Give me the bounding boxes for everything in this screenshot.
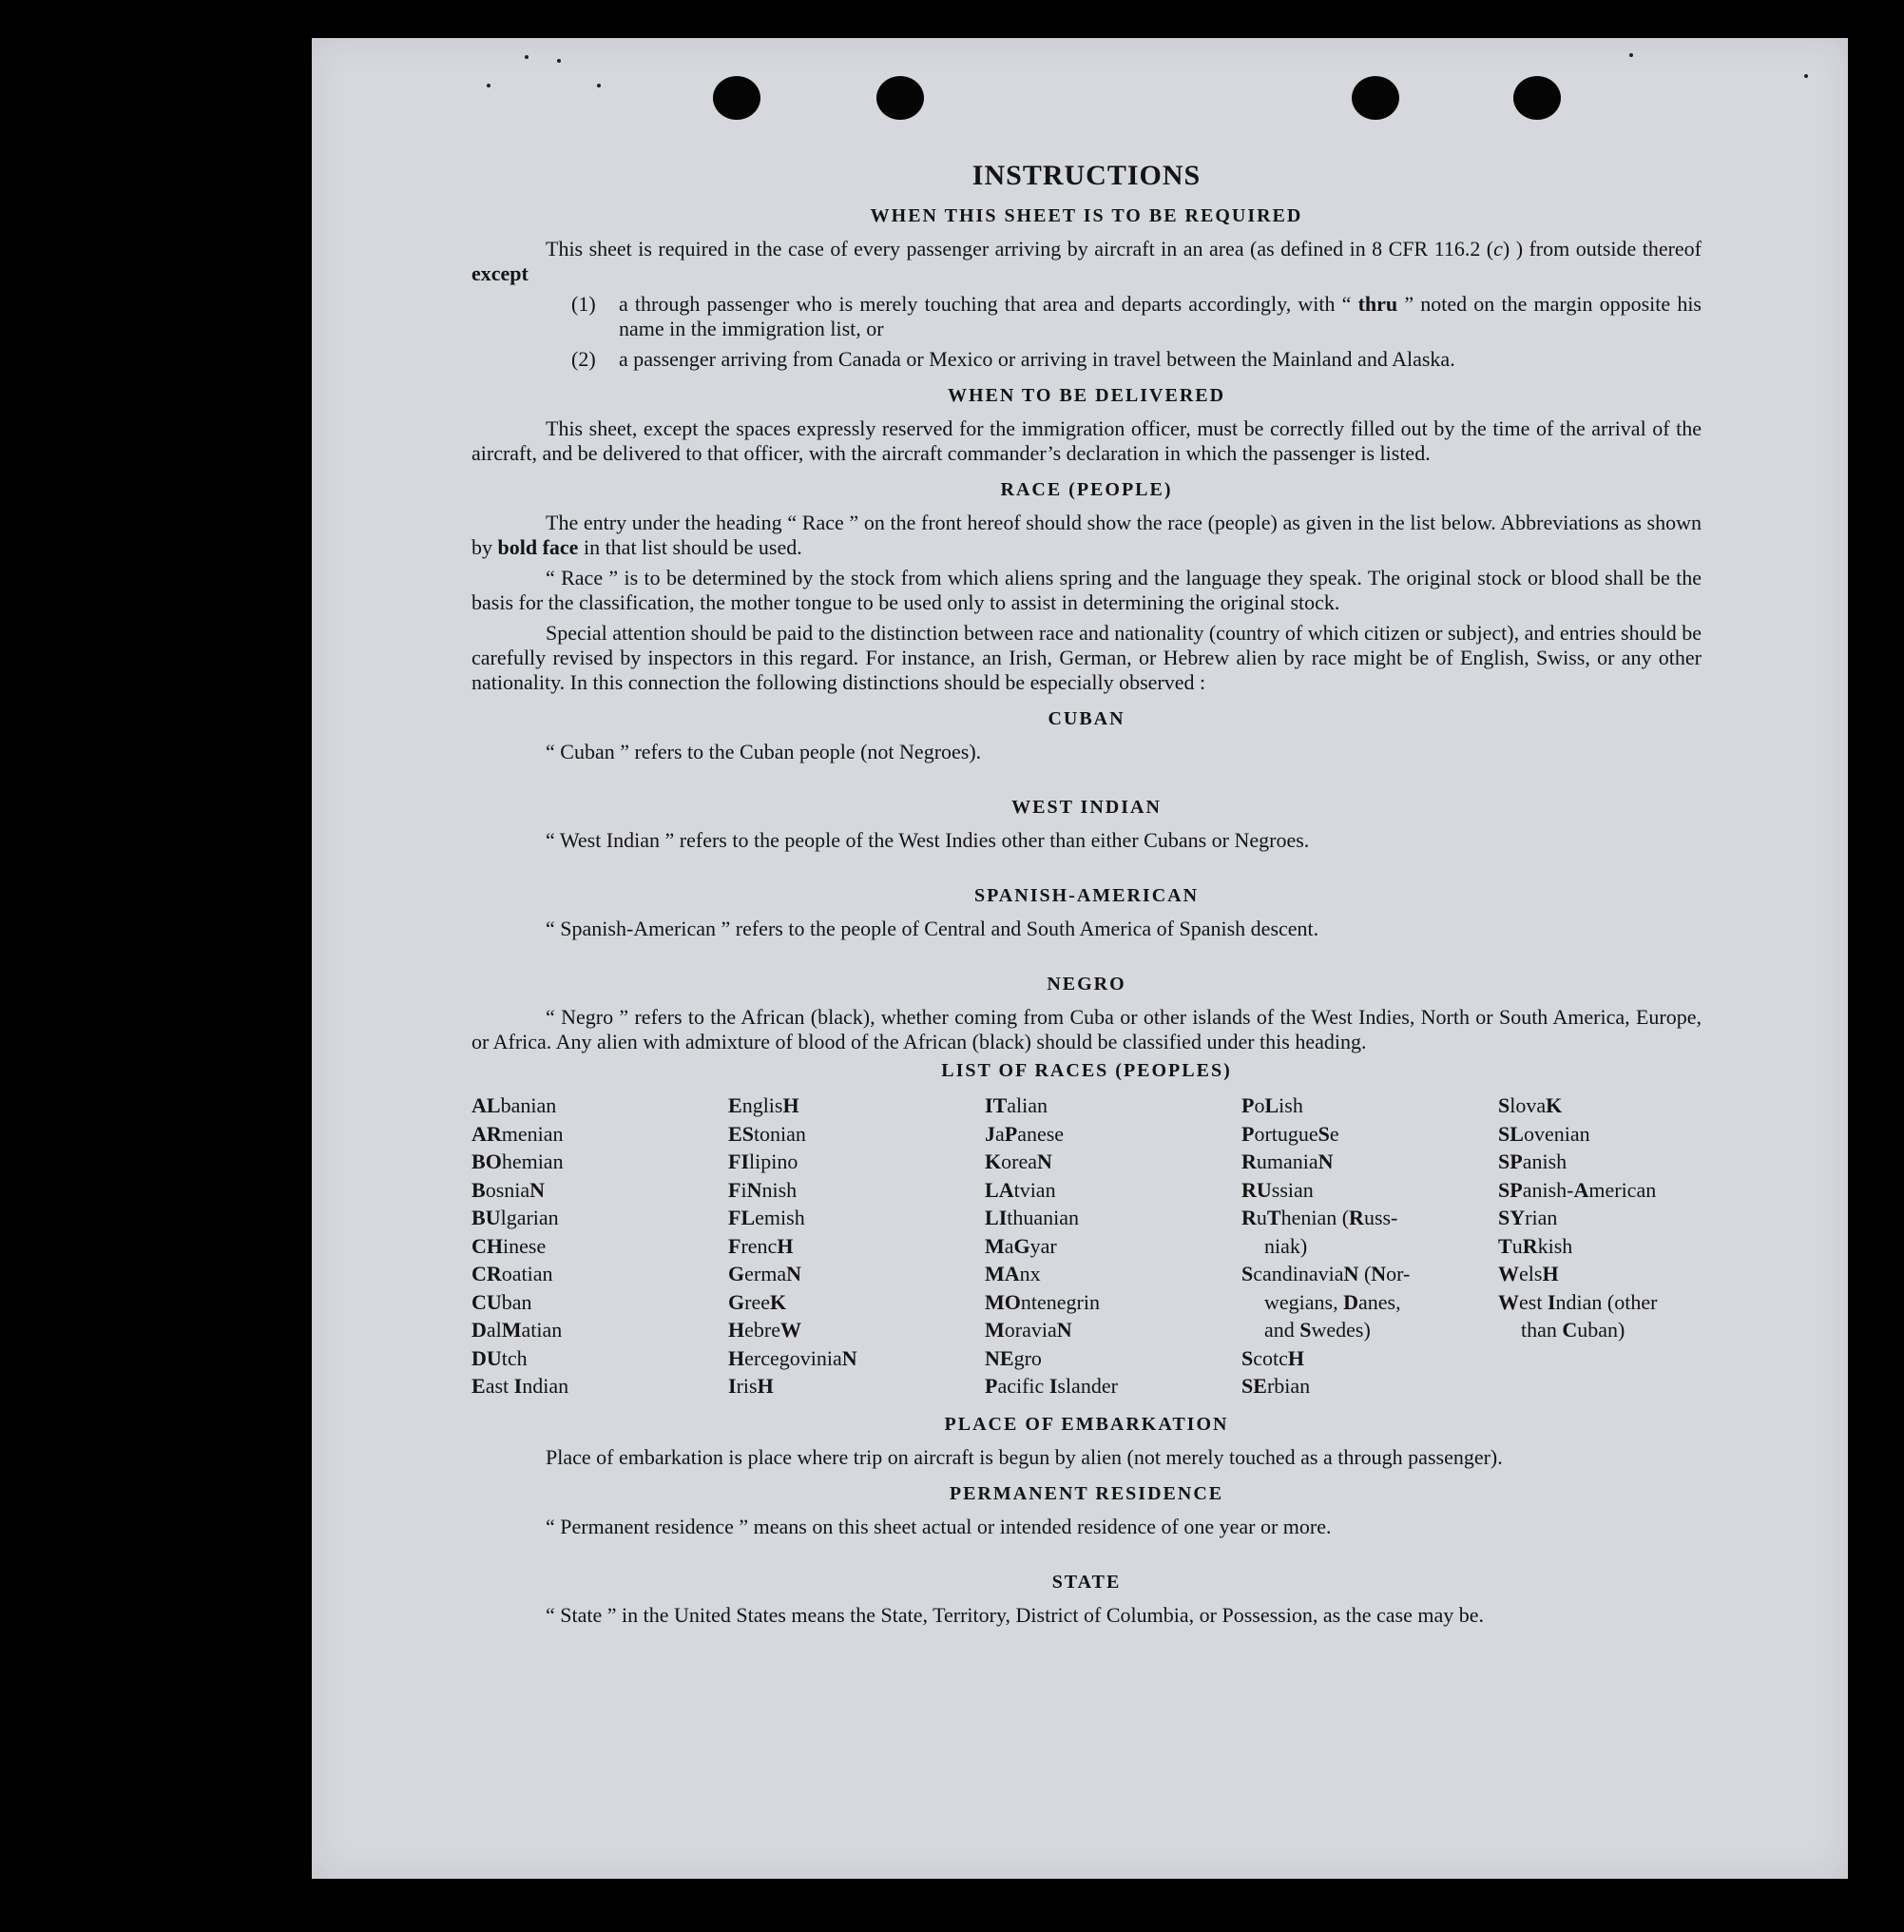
race-entry: CRoatian bbox=[471, 1262, 553, 1285]
race-entry: HebreW bbox=[728, 1318, 801, 1342]
race-entry: Pacific Islander bbox=[985, 1374, 1118, 1398]
race-entry: FLemish bbox=[728, 1206, 805, 1229]
race-entry: RuThenian (Russ- bbox=[1241, 1206, 1398, 1229]
race-entry: than Cuban) bbox=[1521, 1318, 1625, 1342]
race-entry: SErbian bbox=[1241, 1374, 1311, 1398]
race-entry: niak) bbox=[1264, 1233, 1308, 1258]
paragraph: “ Negro ” refers to the African (black), whether coming from Cuba or other islands of the West Indies, North or South America, Europe, or Africa. Any alien with admixture of blood of the African (black) should be classified under this heading. bbox=[471, 1005, 1702, 1053]
races-column bbox=[728, 1092, 985, 1401]
race-entry: SLovenian bbox=[1498, 1121, 1590, 1146]
race-entry: MAnx bbox=[985, 1262, 1041, 1285]
race-entry: IrisH bbox=[728, 1374, 774, 1398]
paragraph: “ Race ” is to be determined by the stock from which aliens spring and the language they speak. The original stock or blood shall be the basis for the classification, the mother tongue to be used only to assist in determining the original stock. bbox=[471, 566, 1702, 614]
speck bbox=[525, 55, 529, 59]
section-heading: STATE bbox=[1051, 1571, 1122, 1593]
section-heading: PERMANENT RESIDENCE bbox=[949, 1482, 1224, 1504]
races-column bbox=[1241, 1092, 1498, 1401]
section-heading: LIST OF RACES (PEOPLES) bbox=[941, 1060, 1232, 1081]
race-entry: TuRkish bbox=[1498, 1233, 1573, 1258]
race-entry: RumaniaN bbox=[1241, 1150, 1334, 1173]
race-entry: SPanish-American bbox=[1498, 1177, 1657, 1202]
race-entry: wegians, Danes, bbox=[1264, 1289, 1401, 1314]
race-entry: LIthuanian bbox=[985, 1206, 1080, 1229]
speck bbox=[487, 84, 490, 87]
race-entry: BOhemian bbox=[471, 1150, 564, 1173]
race-entry: West Indian (other bbox=[1498, 1289, 1658, 1314]
document-sheet bbox=[312, 38, 1848, 1879]
race-entry: NEgro bbox=[985, 1345, 1042, 1370]
race-entry: GermaN bbox=[728, 1262, 801, 1285]
race-entry: BUlgarian bbox=[471, 1206, 559, 1229]
speck bbox=[557, 59, 561, 63]
race-entry: PortugueSe bbox=[1241, 1121, 1339, 1146]
race-entry: CUban bbox=[471, 1289, 532, 1314]
race-entry: KoreaN bbox=[985, 1150, 1052, 1173]
race-entry: MaGyar bbox=[985, 1233, 1057, 1258]
punch-hole bbox=[876, 76, 924, 120]
race-entry: DalMatian bbox=[471, 1318, 563, 1342]
section-heading: WHEN TO BE DELIVERED bbox=[947, 385, 1226, 406]
paragraph: This sheet is required in the case of every passenger arriving by aircraft in an area (as defined in 8 CFR 116.2 (c) ) from outside thereof except bbox=[471, 237, 1702, 285]
race-entry: EnglisH bbox=[728, 1093, 799, 1117]
paragraph: The entry under the heading “ Race ” on the front hereof should show the race (people) as given in the list below. Abbreviations as shown by bold face in that list should be used. bbox=[471, 511, 1702, 559]
section-heading: PLACE OF EMBARKATION bbox=[944, 1413, 1229, 1435]
races-column bbox=[985, 1092, 1241, 1401]
paragraph: “ Cuban ” refers to the Cuban people (not Negroes). bbox=[546, 740, 982, 763]
race-entry: SYrian bbox=[1498, 1206, 1558, 1229]
race-entry: ScandinaviaN (Nor- bbox=[1241, 1262, 1411, 1285]
race-entry: DUtch bbox=[471, 1345, 528, 1370]
race-entry: MOntenegrin bbox=[985, 1289, 1100, 1314]
paragraph: This sheet, except the spaces expressly reserved for the immigration officer, must be correctly filled out by the time of the arrival of the aircraft, and be delivered to that officer, with the aircraft commander’s declaration in which the passenger is listed. bbox=[471, 416, 1702, 465]
race-entry: FiNnish bbox=[728, 1177, 798, 1202]
race-entry: FIlipino bbox=[728, 1150, 798, 1173]
section-heading: NEGRO bbox=[1047, 974, 1126, 995]
paragraph: “ Spanish-American ” refers to the people of Central and South America of Spanish descent. bbox=[546, 917, 1319, 940]
race-entry: BosniaN bbox=[471, 1177, 546, 1202]
paragraph: “ State ” in the United States means the State, Territory, District of Columbia, or Possession, as the case may be. bbox=[546, 1602, 1485, 1627]
clause-item: (2) a passenger arriving from Canada or Mexico or arriving in travel between the Mainland and Alaska. bbox=[571, 347, 1455, 371]
races-column bbox=[471, 1092, 728, 1401]
section-heading: CUBAN bbox=[1048, 708, 1125, 729]
race-entry: SPanish bbox=[1498, 1150, 1567, 1173]
paragraph: Special attention should be paid to the distinction between race and nationality (country of which citizen or subject), and entries should be carefully revised by inspectors in this regard. For instance, an Irish, German, or Hebrew alien by race might be of English, Swiss, or any other nationality. In this connection the following distinctions should be especially observed : bbox=[471, 621, 1702, 694]
section-heading: WEST INDIAN bbox=[1011, 797, 1162, 818]
race-entry: CHinese bbox=[471, 1233, 547, 1258]
paragraph: “ West Indian ” refers to the people of the West Indies other than either Cubans or Negroes. bbox=[546, 828, 1310, 852]
race-entry: LAtvian bbox=[985, 1177, 1056, 1202]
clause-item: (1) a through passenger who is merely touching that area and departs accordingly, with “ thru ” noted on the margin opposite his name in the immigration list, or bbox=[571, 292, 1702, 340]
race-entry: MoraviaN bbox=[985, 1318, 1072, 1342]
speck bbox=[1629, 53, 1633, 57]
races-list bbox=[471, 1092, 1702, 1401]
punch-hole bbox=[1513, 76, 1561, 120]
race-entry: FrencH bbox=[728, 1233, 794, 1258]
race-entry: ALbanian bbox=[471, 1093, 557, 1117]
race-entry: WelsH bbox=[1498, 1262, 1559, 1285]
section-heading: SPANISH-AMERICAN bbox=[973, 885, 1200, 906]
speck bbox=[597, 84, 601, 87]
punch-hole bbox=[713, 76, 760, 120]
speck bbox=[1804, 74, 1808, 78]
race-entry: GreeK bbox=[728, 1289, 787, 1314]
race-entry: PoLish bbox=[1241, 1093, 1303, 1117]
section-heading: RACE (PEOPLE) bbox=[1000, 479, 1173, 500]
race-entry: EStonian bbox=[728, 1121, 806, 1146]
race-entry: ScotcH bbox=[1241, 1345, 1305, 1370]
race-entry: ITalian bbox=[985, 1093, 1048, 1117]
instructions-content bbox=[471, 152, 1702, 1633]
punch-hole bbox=[1352, 76, 1399, 120]
race-entry: and Swedes) bbox=[1264, 1318, 1371, 1342]
race-entry: RUssian bbox=[1241, 1177, 1314, 1202]
page-title: INSTRUCTIONS bbox=[971, 160, 1202, 191]
race-entry: SlovaK bbox=[1498, 1093, 1563, 1117]
race-entry: ARmenian bbox=[471, 1121, 564, 1146]
race-entry: East Indian bbox=[471, 1374, 569, 1398]
race-entry: JaPanese bbox=[985, 1121, 1065, 1146]
race-entry: HercegoviniaN bbox=[728, 1345, 857, 1370]
races-column bbox=[1498, 1092, 1707, 1401]
paragraph: Place of embarkation is place where trip on aircraft is begun by alien (not merely touched as a through passenger). bbox=[546, 1444, 1503, 1469]
section-heading: WHEN THIS SHEET IS TO BE REQUIRED bbox=[870, 205, 1303, 226]
paragraph: “ Permanent residence ” means on this sheet actual or intended residence of one year or more. bbox=[546, 1514, 1332, 1538]
